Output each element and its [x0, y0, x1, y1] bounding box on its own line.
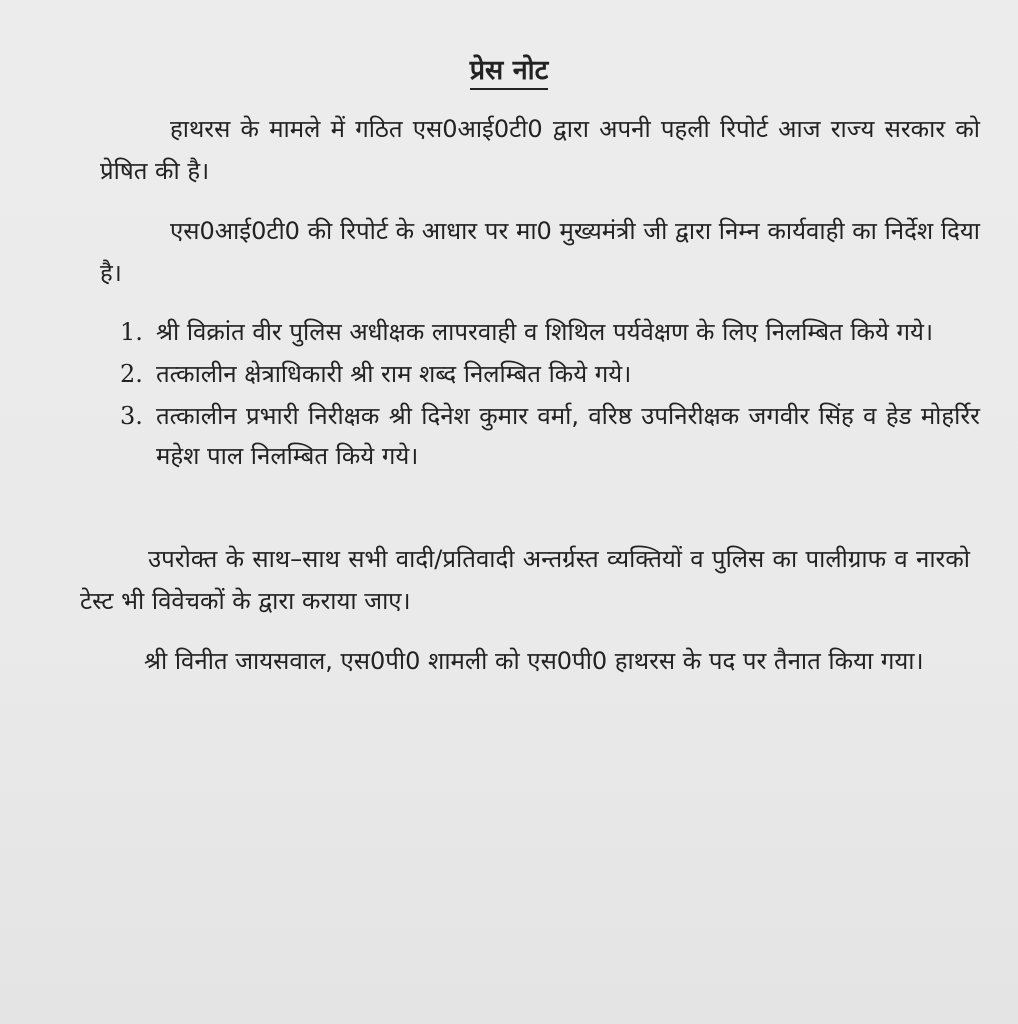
page-title [0, 50, 1018, 87]
paragraph-sp-posting: श्री विनीत जायसवाल, एस0पी0 शामली को एस0पी0 हाथरस के पद पर तैनात किया गया। [144, 647, 924, 675]
action-item [120, 354, 980, 394]
action-text: श्री विक्रांत वीर पुलिस अधीक्षक लापरवाही व शिथिल पर्यवेक्षण के लिए निलम्बित किये गये। [156, 318, 934, 346]
page-title-text: प्रेस नोट [470, 55, 549, 90]
action-number: 1. [120, 318, 143, 346]
action-item [120, 312, 980, 352]
paragraph-polygraph-narco: उपरोक्त के साथ–साथ सभी वादी/प्रतिवादी अन्तर्ग्रस्त व्यक्तियों व पुलिस का पालीग्राफ व नारको टेस्ट भी विवेचकों के द्वारा कराया जाए। [80, 545, 970, 615]
action-number: 3. [120, 402, 143, 430]
action-item [120, 396, 980, 476]
paragraph-cm-directive: एस0आई0टी0 की रिपोर्ट के आधार पर मा0 मुख्यमंत्री जी द्वारा निम्न कार्यवाही का निर्देश दिया है। [100, 217, 980, 287]
action-text: तत्कालीन क्षेत्राधिकारी श्री राम शब्द निलम्बित किये गये। [156, 360, 632, 388]
action-text: तत्कालीन प्रभारी निरीक्षक श्री दिनेश कुमार वर्मा, वरिष्ठ उपनिरीक्षक जगवीर सिंह व हेड मोहर्रिर महेश पाल निलम्बित किये गये। [156, 402, 980, 470]
action-number: 2. [120, 360, 143, 388]
action-list [120, 312, 980, 478]
paragraph-sit-report: हाथरस के मामले में गठित एस0आई0टी0 द्वारा अपनी पहली रिपोर्ट आज राज्य सरकार को प्रेषित की है। [100, 115, 980, 185]
